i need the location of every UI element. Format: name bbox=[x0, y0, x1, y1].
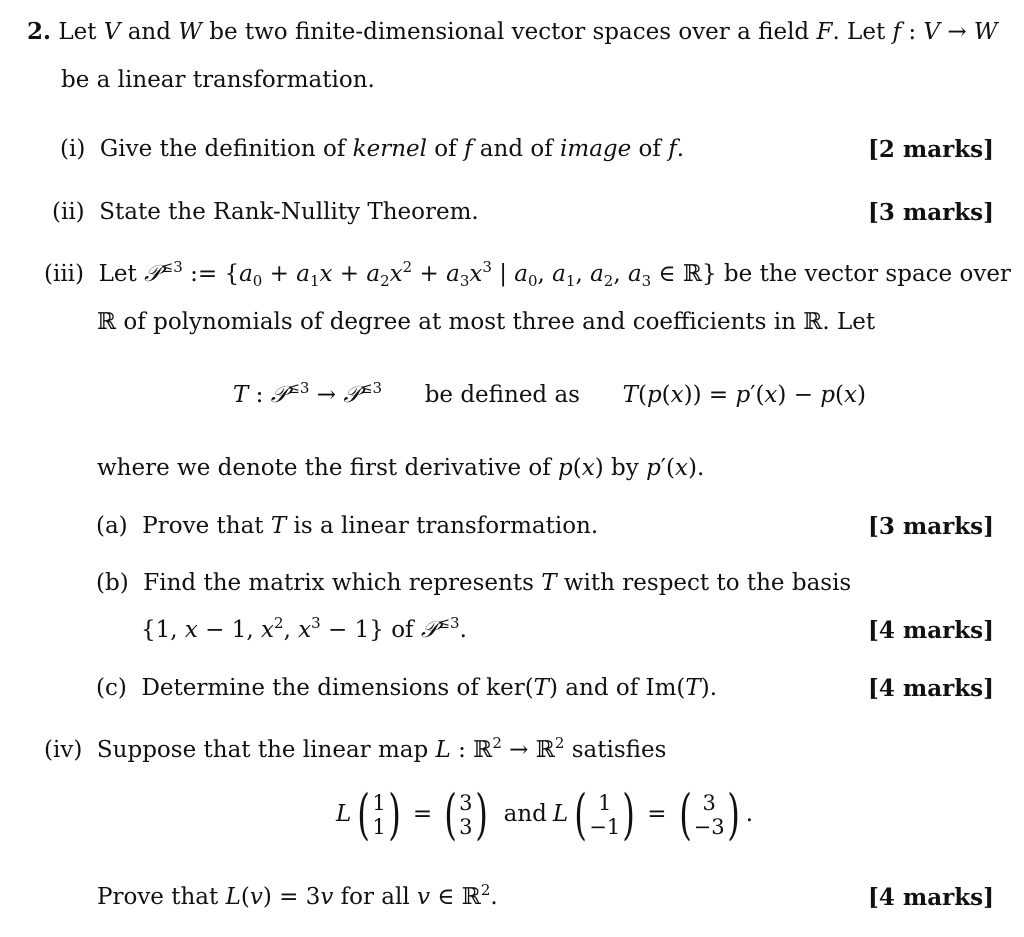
column-vector-3: ( 1 −1 ) bbox=[574, 783, 636, 846]
question-intro-line-2: be a linear transformation. bbox=[61, 67, 375, 93]
map-definition: T : 𝒫$^{\le 3}$ → 𝒫$^{\le 3}$ bbox=[233, 379, 383, 408]
part-i-marks: [2 marks] bbox=[867, 136, 994, 163]
part-iii-a bbox=[96, 513, 598, 541]
part-i-text: Give the definition of kernel of f and of image of f. bbox=[92, 136, 685, 162]
column-vector-1: ( 1 1 ) bbox=[357, 783, 401, 846]
part-iii-b-line-2: {1, x − 1, $x^2$, $x^3 - 1$} of 𝒫$^{\le 3}$. bbox=[141, 614, 467, 643]
img2-top: 3 bbox=[702, 790, 716, 815]
part-iii-display-equation bbox=[233, 379, 866, 410]
part-iv-marks: [4 marks] bbox=[867, 884, 994, 911]
part-ii-text: State the Rank-Nullity Theorem. bbox=[91, 199, 479, 225]
part-iii-c bbox=[96, 675, 717, 703]
question-intro-line-1 bbox=[27, 18, 998, 47]
equals-sign-1: = bbox=[412, 801, 433, 828]
question-intro-text: Let V and W be two finite-dimensional vector spaces over a field F. Let f : V → W bbox=[58, 19, 998, 45]
vector-equations bbox=[336, 783, 753, 846]
column-vector-2: ( 3 3 ) bbox=[444, 783, 488, 846]
part-iii-a-marks: [3 marks] bbox=[867, 513, 994, 540]
map-letter-1: L bbox=[336, 801, 352, 828]
part-iii-b-text: Find the matrix which represents T with respect to the basis bbox=[135, 570, 852, 596]
and-word: and bbox=[503, 801, 547, 828]
part-ii-marks: [3 marks] bbox=[867, 199, 994, 226]
part-iii-label: (iii) bbox=[44, 261, 85, 287]
part-iv-line-1 bbox=[44, 734, 667, 765]
part-iv-final-line: Prove that L(v) = 3v for all v ∈ ℝ$^2$. bbox=[97, 881, 498, 910]
question-number: 2. bbox=[27, 18, 52, 45]
part-iii-b-marks: [4 marks] bbox=[867, 617, 994, 644]
part-iii-a-label: (a) bbox=[96, 513, 128, 539]
part-iii-line-2: ℝ of polynomials of degree at most three and coefficients in ℝ. Let bbox=[97, 309, 876, 335]
part-ii bbox=[52, 199, 479, 227]
part-ii-label: (ii) bbox=[52, 199, 85, 225]
part-iv-text: Suppose that the linear map L : ℝ$^2$ → ℝ$^2$ satisfies bbox=[89, 734, 667, 763]
part-i-label: (i) bbox=[60, 136, 86, 162]
part-iii-a-text: Prove that T is a linear transformation. bbox=[134, 513, 599, 539]
map-formula: T(p(x)) = p′(x) − p(x) bbox=[622, 382, 866, 408]
equals-sign-2: = bbox=[647, 801, 667, 828]
part-iii-line-1 bbox=[44, 258, 1011, 290]
img1-bottom: 3 bbox=[459, 815, 473, 839]
vec2-top: 1 bbox=[598, 790, 612, 815]
part-iv-label: (iv) bbox=[44, 737, 83, 763]
part-i bbox=[60, 136, 684, 164]
map-letter-2: L bbox=[552, 801, 569, 828]
part-iii-c-text: Determine the dimensions of ker(T) and of Im(T). bbox=[134, 675, 718, 701]
equation-period: . bbox=[745, 801, 753, 828]
vec2-bottom: −1 bbox=[589, 815, 621, 839]
img2-bottom: −3 bbox=[693, 815, 725, 839]
column-vector-4: ( 3 −3 ) bbox=[678, 783, 740, 846]
vec1-bottom: 1 bbox=[372, 815, 386, 839]
part-iii-b-line-1 bbox=[96, 570, 851, 598]
part-iii-c-label: (c) bbox=[96, 675, 127, 701]
part-iii-definition: Let 𝒫$^{\le 3}$ := {$a_0 + a_1x + a_2x^2 + a_3x^3$ | $a_0$, $a_1$, $a_2$, $a_3$ ∈ ℝ} be the vector space over bbox=[91, 258, 1011, 290]
img1-top: 3 bbox=[459, 790, 473, 815]
vec1-top: 1 bbox=[372, 790, 386, 815]
display-mid-text: be defined as bbox=[424, 382, 580, 408]
part-iii-c-marks: [4 marks] bbox=[867, 675, 994, 702]
part-iii-b-label: (b) bbox=[96, 570, 129, 596]
where-line: where we denote the first derivative of p(x) by p′(x). bbox=[97, 455, 705, 481]
